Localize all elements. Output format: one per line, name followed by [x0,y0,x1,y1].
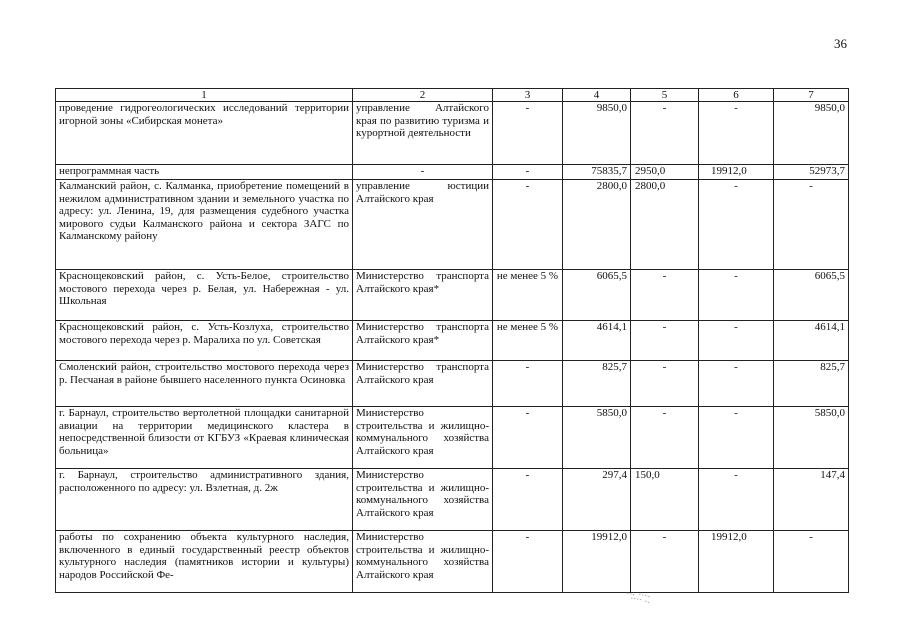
total-cell: 4614,1 [563,321,631,361]
object-name-cell: непрограммная часть [56,165,353,180]
column-header: 6 [699,89,774,102]
value-cell: - [631,407,699,469]
value-cell: 147,4 [774,469,849,531]
table-row [56,270,849,321]
value-cell: - [631,102,699,165]
value-cell: 825,7 [774,361,849,407]
value-cell: - [631,270,699,321]
value-cell: - [631,361,699,407]
table-row [56,180,849,270]
cofinancing-cell: - [493,180,563,270]
total-cell: 19912,0 [563,531,631,593]
cofinancing-cell: - [493,165,563,180]
object-name-cell: работы по сохранению объекта культурного наследия, включенного в единый государственный реестр объектов культурного наследия (памятников истории и культуры) народов Российской Фе- [56,531,353,593]
responsible-body-cell: Министерство транспорта Алтайского края* [353,270,493,321]
value-cell: 19912,0 [699,531,774,593]
object-name-cell: г. Барнаул, строительство административного здания, расположенного по адресу: ул. Взлетная, д. 2ж [56,469,353,531]
value-cell: - [699,469,774,531]
cofinancing-cell: - [493,361,563,407]
object-name-cell: Краснощековский район, с. Усть-Белое, строительство мостового перехода через р. Белая, ул. Набережная - ул. Школьная [56,270,353,321]
cofinancing-cell: - [493,407,563,469]
table-row [56,102,849,165]
table-row [56,321,849,361]
object-name-cell: Краснощековский район, с. Усть-Козлуха, строительство мостового перехода через р. Маралиха по ул. Советская [56,321,353,361]
budget-table [55,88,849,593]
value-cell: 2950,0 [631,165,699,180]
value-cell: - [699,361,774,407]
responsible-body-cell: - [353,165,493,180]
object-name-cell: г. Барнаул, строительство вертолетной площадки санитарной авиации на территории медицинского кластера в непосредственной близости от КГБУЗ «Краевая клиническая больница» [56,407,353,469]
cofinancing-cell: - [493,531,563,593]
cofinancing-cell: не менее 5 % [493,321,563,361]
column-header: 1 [56,89,353,102]
total-cell: 297,4 [563,469,631,531]
total-cell: 9850,0 [563,102,631,165]
value-cell: 150,0 [631,469,699,531]
responsible-body-cell: Министерство транспорта Алтайского края* [353,321,493,361]
responsible-body-cell: управление Алтайского края по развитию туризма и курортной деятельности [353,102,493,165]
value-cell: - [699,407,774,469]
value-cell: 4614,1 [774,321,849,361]
scan-mark-icon [625,590,653,604]
table-row [56,469,849,531]
total-cell: 75835,7 [563,165,631,180]
value-cell: - [699,102,774,165]
value-cell: - [774,531,849,593]
value-cell: 52973,7 [774,165,849,180]
value-cell: - [631,531,699,593]
cofinancing-cell: - [493,469,563,531]
column-header: 4 [563,89,631,102]
column-header: 2 [353,89,493,102]
table-header-row [56,89,849,102]
total-cell: 5850,0 [563,407,631,469]
column-header: 5 [631,89,699,102]
value-cell: 6065,5 [774,270,849,321]
responsible-body-cell: управление юстиции Алтайского края [353,180,493,270]
cofinancing-cell: не менее 5 % [493,270,563,321]
page-number: 36 [834,36,847,51]
value-cell: 9850,0 [774,102,849,165]
total-cell: 6065,5 [563,270,631,321]
responsible-body-cell: Министерство строительства и жилищно-коммунального хозяйства Алтайского края [353,469,493,531]
responsible-body-cell: Министерство транспорта Алтайского края [353,361,493,407]
value-cell: 5850,0 [774,407,849,469]
table-row [56,361,849,407]
table-row [56,531,849,593]
table-row [56,165,849,180]
object-name-cell: Калманский район, с. Калманка, приобретение помещений в нежилом административном здании и земельного участка по адресу: ул. Ленина, 19, для размещения судебного участка мирового судьи Калманского района и сектора ЗАГС по Калманскому району [56,180,353,270]
cofinancing-cell: - [493,102,563,165]
value-cell: - [631,321,699,361]
value-cell: - [774,180,849,270]
total-cell: 2800,0 [563,180,631,270]
value-cell: - [699,180,774,270]
value-cell: 19912,0 [699,165,774,180]
responsible-body-cell: Министерство строительства и жилищно-коммунального хозяйства Алтайского края [353,531,493,593]
column-header: 7 [774,89,849,102]
object-name-cell: проведение гидрогеологических исследований территории игорной зоны «Сибирская монета» [56,102,353,165]
value-cell: - [699,270,774,321]
column-header: 3 [493,89,563,102]
responsible-body-cell: Министерство строительства и жилищно-коммунального хозяйства Алтайского края [353,407,493,469]
table-row [56,407,849,469]
object-name-cell: Смоленский район, строительство мостового перехода через р. Песчаная в районе бывшего населенного пункта Осиновка [56,361,353,407]
value-cell: 2800,0 [631,180,699,270]
value-cell: - [699,321,774,361]
total-cell: 825,7 [563,361,631,407]
